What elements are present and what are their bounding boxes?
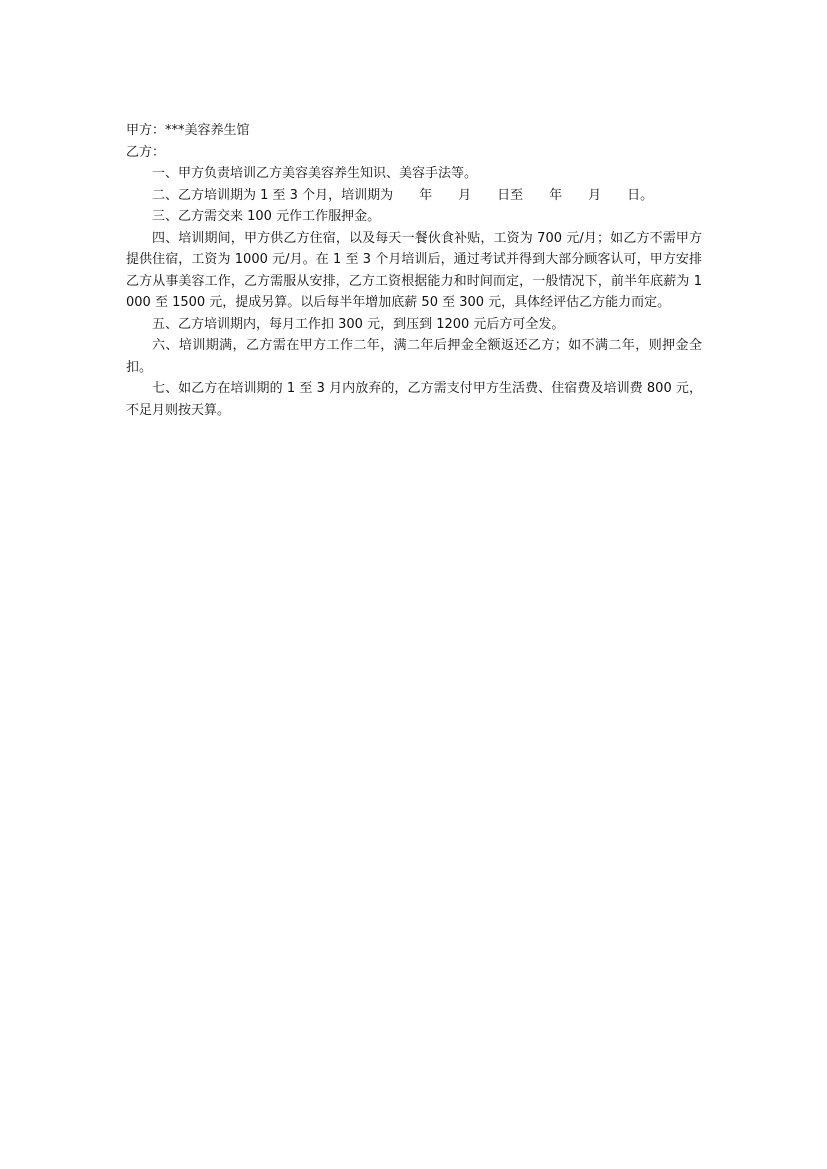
party-a-line: 甲方：***美容养生馆 [126, 123, 250, 138]
clause-6: 六、培训期满，乙方需在甲方工作二年，满二年后押金全额返还乙方；如不满二年，则押金全扣。 [126, 338, 702, 375]
clause-3: 三、乙方需交来 100 元作工作服押金。 [152, 209, 381, 224]
clause-5: 五、乙方培训期内，每月工作扣 300 元，到压到 1200 元后方可全发。 [152, 316, 565, 332]
clause-7: 七、如乙方在培训期的 1 至 3 月内放弃的，乙方需支付甲方生活费、住宿费及培训费 800 元，不足月则按天算。 [126, 381, 702, 418]
clause-1: 一、甲方负责培训乙方美容美容养生知识、美容手法等。 [152, 166, 478, 181]
party-b-line: 乙方： [126, 144, 166, 160]
document-body [126, 120, 702, 421]
clause-4: 四、培训期间，甲方供乙方住宿，以及每天一餐伙食补贴，工资为 700 元/月；如乙方不需甲方提供住宿，工资为 1000 元/月。在 1 至 3 个月培训后，通过考试并得到大部分顾客认可，甲方安排乙方从事美容工作，乙方需服从安排，乙方工资根据能力和时间而定，一般情况下，前半年底薪为 1000 至 1500 元，提成另算。以后每半年增加底薪 50 至 300 元，具体经评估乙方能力而定。 [126, 230, 702, 310]
clause-2: 二、乙方培训期为 1 至 3 个月，培训期为 年 月 日至 年 月 日。 [152, 187, 654, 203]
